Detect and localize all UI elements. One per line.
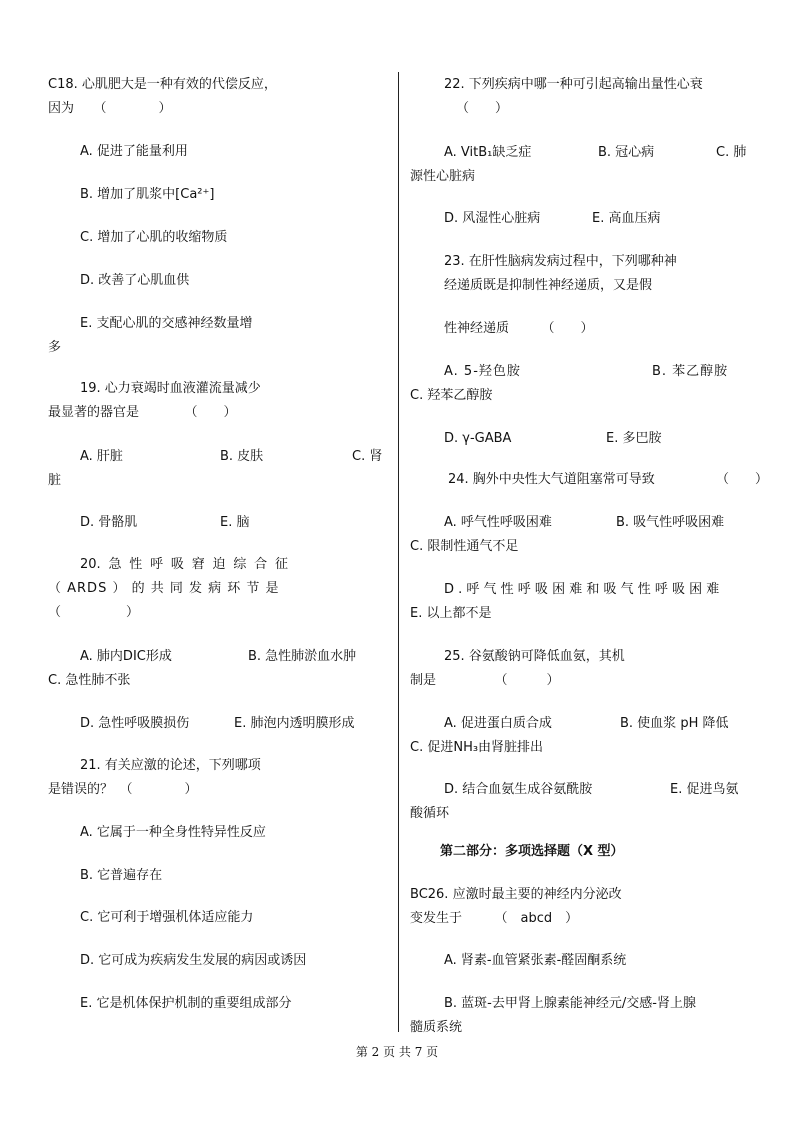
q24-option-a: A. 呼气性呼吸困难 <box>444 515 552 530</box>
q18-option-c: C. 增加了心肌的收缩物质 <box>80 230 228 245</box>
q18-option-e-cont: 多 <box>48 340 62 355</box>
q20-char: 呼 <box>150 557 164 572</box>
q22-stem-line1: 22. 下列疾病中哪一种可引起高输出量性心衰 <box>444 77 703 92</box>
q23-stem-line3: 性神经递质 （ ） <box>444 321 594 336</box>
q25-option-d: D. 结合血氨生成谷氨酰胺 <box>444 782 593 797</box>
q20-char: 吸 <box>170 557 184 572</box>
q19-stem-line1: 19. 心力衰竭时血液灌流量减少 <box>80 381 261 396</box>
q21-option-b: B. 它普遍存在 <box>80 868 163 883</box>
q20-char: 性 <box>129 557 143 572</box>
q22-option-d: D. 风湿性心脏病 <box>444 211 541 226</box>
q20-option-d: D. 急性呼吸膜损伤 <box>80 716 190 731</box>
q26-stem-line1: BC26. 应激时最主要的神经内分泌改 <box>410 887 622 902</box>
q24-answer-paren: （ ） <box>716 472 769 487</box>
q18-option-d: D. 改善了心肌血供 <box>80 273 190 288</box>
q20-option-e: E. 肺泡内透明膜形成 <box>234 716 355 731</box>
q24-option-d: D . 呼 气 性 呼 吸 困 难 和 吸 气 性 呼 吸 困 难 <box>444 582 720 597</box>
q20-char: 窘 <box>191 557 205 572</box>
section-heading: 第二部分：多项选择题（X 型） <box>440 844 624 859</box>
column-divider <box>398 72 399 1032</box>
q23-stem-line2: 经递质既是抑制性神经递质，又是假 <box>444 278 653 293</box>
q18-option-e: E. 支配心肌的交感神经数量增 <box>80 316 253 331</box>
q18-option-a: A. 促进了能量利用 <box>80 144 188 159</box>
page-footer: 第 2 页 共 7 页 <box>355 1045 439 1059</box>
q23-option-e: E. 多巴胺 <box>606 431 662 446</box>
q19-option-a: A. 肝脏 <box>80 449 123 464</box>
q20-char: 迫 <box>212 557 226 572</box>
q18-stem-line2: 因为 （ ） <box>48 101 172 116</box>
q23-option-a: A. 5-羟色胺 <box>444 364 521 379</box>
q22-option-a: A. VitB₁缺乏症 <box>444 145 532 160</box>
q21-option-e: E. 它是机体保护机制的重要组成部分 <box>80 996 292 1011</box>
q19-option-c-cont: 脏 <box>48 473 62 488</box>
q20-stem-line2: （ ARDS ） 的 共 同 发 病 环 节 是 <box>48 581 280 596</box>
q20-option-c: C. 急性肺不张 <box>48 673 131 688</box>
q20-char: 综 <box>233 557 247 572</box>
q20-char: 急 <box>108 557 122 572</box>
q20-stem-line1 <box>80 556 288 574</box>
q21-stem-line2: 是错误的？ （ ） <box>48 782 198 797</box>
q18-option-b: B. 增加了肌浆中[Ca²⁺] <box>80 187 215 202</box>
q25-option-b: B. 使血浆 pH 降低 <box>620 716 729 731</box>
q25-stem-line2: 制是 （ ） <box>410 673 560 688</box>
q22-option-b: B. 冠心病 <box>598 145 655 160</box>
q24-option-c: C. 限制性通气不足 <box>410 539 519 554</box>
q22-stem-line2: （ ） <box>456 101 509 116</box>
q23-option-d: D. γ-GABA <box>444 431 512 446</box>
q24-option-b: B. 吸气性呼吸困难 <box>616 515 725 530</box>
q19-option-c: C. 肾 <box>352 449 383 464</box>
q25-option-a: A. 促进蛋白质合成 <box>444 716 552 731</box>
q20-char: 征 <box>274 557 288 572</box>
q23-option-c: C. 羟苯乙醇胺 <box>410 388 493 403</box>
q22-option-c-cont: 源性心脏病 <box>410 169 476 184</box>
q25-option-e: E. 促进鸟氨 <box>670 782 739 797</box>
q21-option-a: A. 它属于一种全身性特异性反应 <box>80 825 266 840</box>
q20-stem-line3: （ ） <box>48 605 140 620</box>
q19-option-e: E. 脑 <box>220 515 250 530</box>
q23-option-b: B. 苯乙醇胺 <box>652 364 729 379</box>
q23-stem-line1: 23. 在肝性脑病发病过程中，下列哪种神 <box>444 254 677 269</box>
q24-stem: 24. 胸外中央性大气道阻塞常可导致 <box>448 472 655 487</box>
q25-option-e-cont: 酸循环 <box>410 806 450 821</box>
q20-number: 20. <box>80 557 101 572</box>
q25-option-c: C. 促进NH₃由肾脏排出 <box>410 740 544 755</box>
q19-stem-line2: 最显著的器官是 （ ） <box>48 405 237 420</box>
q21-option-d: D. 它可成为疾病发生发展的病因或诱因 <box>80 953 307 968</box>
q24-option-e: E. 以上都不是 <box>410 606 492 621</box>
q21-stem-line1: 21. 有关应激的论述，下列哪项 <box>80 758 261 773</box>
q19-option-b: B. 皮肤 <box>220 449 264 464</box>
q25-stem-line1: 25. 谷氨酸钠可降低血氨，其机 <box>444 649 625 664</box>
q21-option-c: C. 它可利于增强机体适应能力 <box>80 910 254 925</box>
q20-option-a: A. 肺内DIC形成 <box>80 649 172 664</box>
q26-stem-line2: 变发生于 （ abcd ） <box>410 911 579 926</box>
q22-option-e: E. 高血压病 <box>592 211 661 226</box>
q19-option-d: D. 骨骼肌 <box>80 515 138 530</box>
q26-option-b-cont: 髓质系统 <box>410 1020 463 1035</box>
q22-option-c: C. 肺 <box>716 145 747 160</box>
q26-option-b: B. 蓝斑-去甲肾上腺素能神经元/交感-肾上腺 <box>444 996 696 1011</box>
q20-option-b: B. 急性肺淤血水肿 <box>248 649 357 664</box>
q26-option-a: A. 肾素-血管紧张素-醛固酮系统 <box>444 953 627 968</box>
q18-stem-line1: C18. 心肌肥大是一种有效的代偿反应， <box>48 77 277 92</box>
q20-char: 合 <box>254 557 268 572</box>
